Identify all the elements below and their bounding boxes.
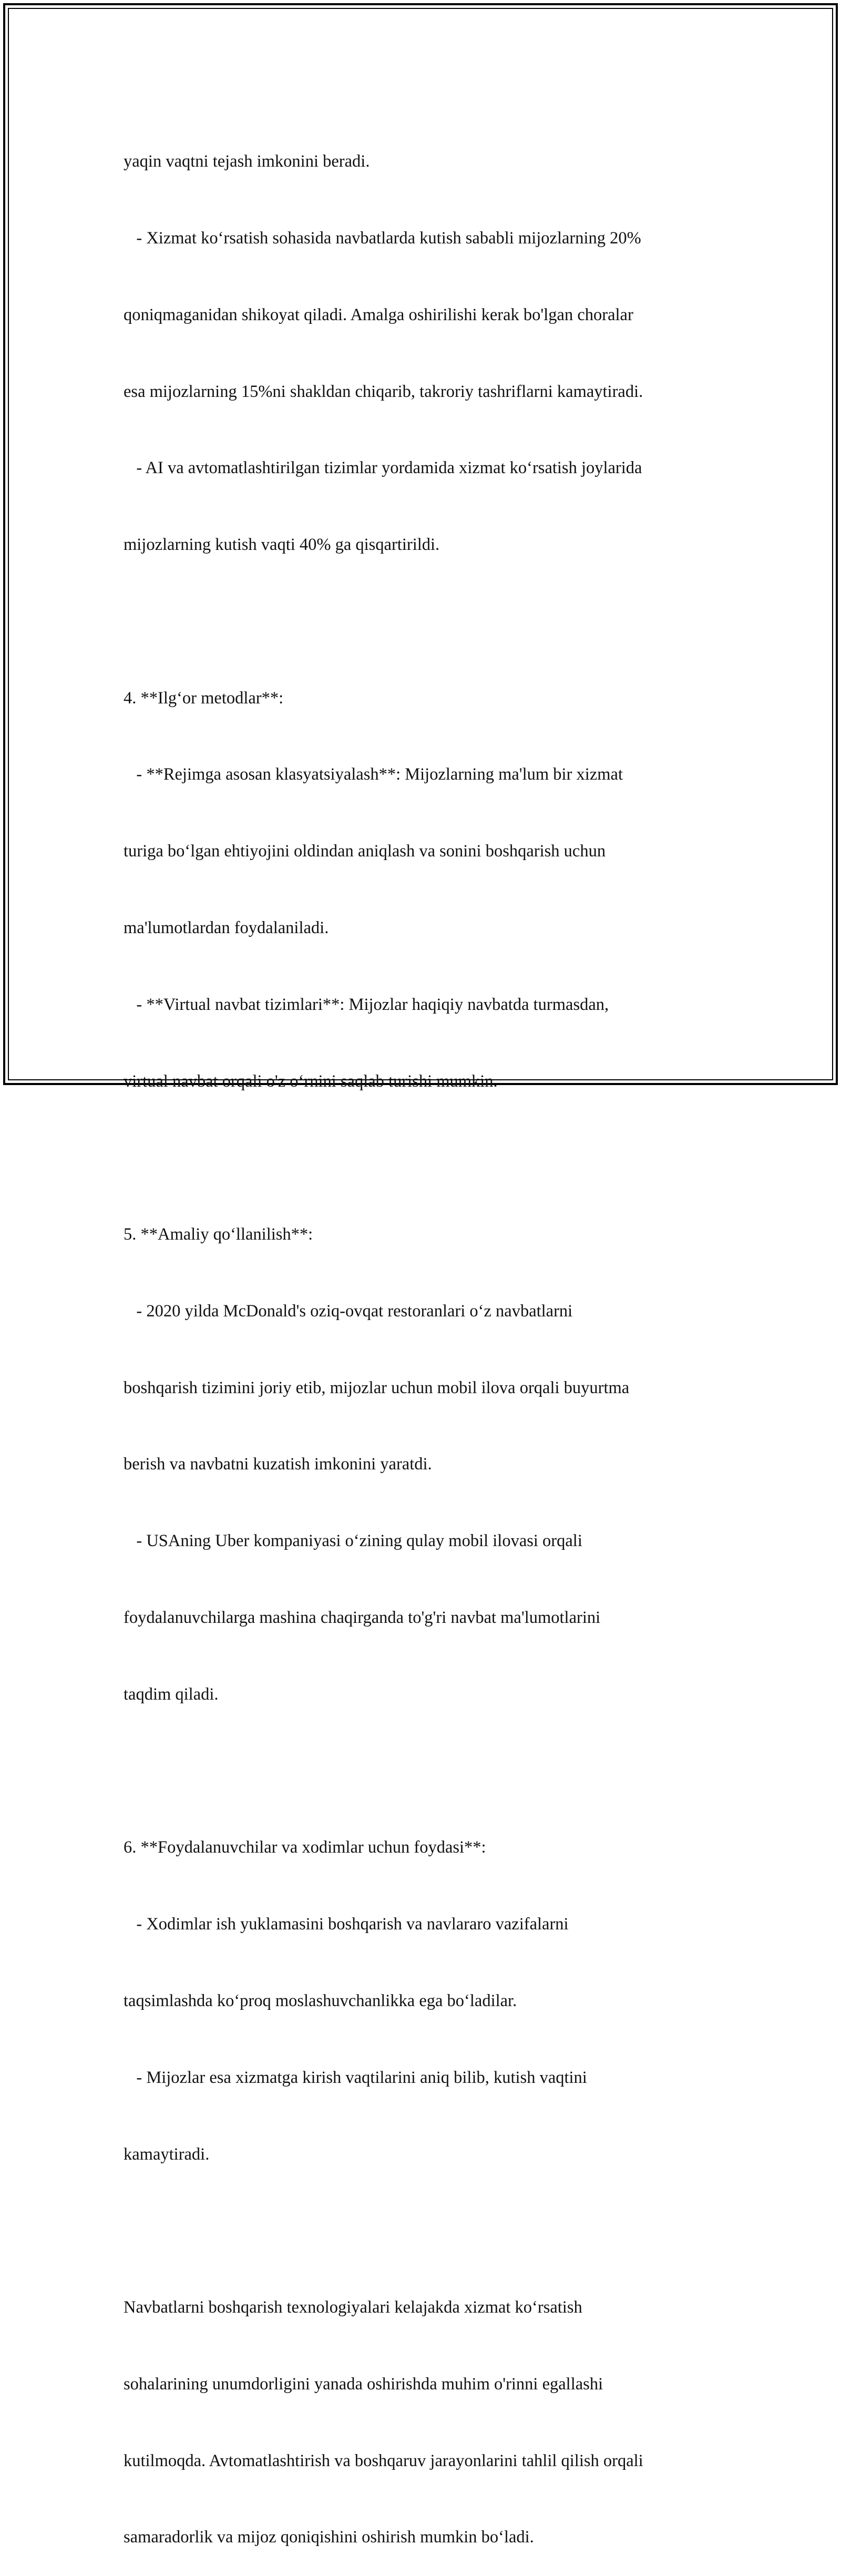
blank-line [124,1145,723,1171]
text-line: - USAning Uber kompaniyasi o‘zining qulay mobil ilovasi orqali [124,1531,582,1551]
text-line: - 2020 yilda McDonald's oziq-ovqat restoranlari o‘z navbatlarni [124,1301,573,1321]
text-line: qoniqmaganidan shikoyat qiladi. Amalga oshirilishi kerak bo'lgan choralar [124,305,633,324]
text-line: taqsimlashda ko‘proq moslashuvchanlikka ega bo‘ladilar. [124,1991,517,2010]
text-line: taqdim qiladi. [124,1684,219,1704]
text-line: - Xizmat ko‘rsatish sohasida navbatlarda kutish sababli mijozlarning 20% [124,228,641,248]
text-line: - Xodimlar ish yuklamasini boshqarish va navlararo vazifalarni [124,1915,569,1934]
text-line: kamaytiradi. [124,2144,210,2164]
text-line: - **Rejimga asosan klasyatsiyalash**: Mijozlarning ma'lum bir xizmat [124,765,623,784]
text-line: virtual navbat orqali o'z o‘rnini saqlab turishi mumkin. [124,1071,498,1091]
text-line: mijozlarning kutish vaqti 40% ga qisqartirildi. [124,535,440,555]
text-line: - **Virtual navbat tizimlari**: Mijozlar haqiqiy navbatda turmasdan, [124,995,609,1014]
conclusion-line: sohalarining unumdorligini yanada oshirishda muhim o'rinni egallashi [124,2374,603,2394]
text-line: boshqarish tizimini joriy etib, mijozlar uchun mobil ilova orqali buyurtma [124,1378,630,1397]
conclusion-line: Navbatlarni boshqarish texnologiyalari kelajakda xizmat ko‘rsatish [124,2298,582,2317]
text-line: - Mijozlar esa xizmatga kirish vaqtilarini aniq bilib, kutish vaqtini [124,2068,587,2087]
text-line: yaqin vaqtni tejash imkonini beradi. [124,152,370,171]
section-heading: 4. **Ilg‘or metodlar**: [124,688,284,708]
conclusion-line: kutilmoqda. Avtomatlashtirish va boshqaruv jarayonlarini tahlil qilish orqali [124,2451,643,2470]
blank-line [124,1759,723,1784]
section-heading: 6. **Foydalanuvchilar va xodimlar uchun foydasi**: [124,1838,486,1857]
text-line: berish va navbatni kuzatish imkonini yaratdi. [124,1455,432,1474]
text-line: ma'lumotlardan foydalaniladi. [124,918,329,937]
document-body [124,98,723,2576]
text-line: - AI va avtomatlashtirilgan tizimlar yordamida xizmat ko‘rsatish joylarida [124,458,642,478]
text-line: turiga bo‘lgan ehtiyojini oldindan aniqlash va sonini boshqarish uchun [124,842,606,861]
text-line: esa mijozlarning 15%ni shakldan chiqarib, takroriy tashriflarni kamaytiradi. [124,382,643,401]
blank-line [124,2218,723,2244]
blank-line [124,609,723,635]
section-heading: 5. **Amaliy qo‘llanilish**: [124,1225,313,1244]
conclusion-line: samaradorlik va mijoz qoniqishini oshirish mumkin bo‘ladi. [124,2528,534,2547]
text-line: foydalanuvchilarga mashina chaqirganda to'g'ri navbat ma'lumotlarini [124,1608,601,1628]
